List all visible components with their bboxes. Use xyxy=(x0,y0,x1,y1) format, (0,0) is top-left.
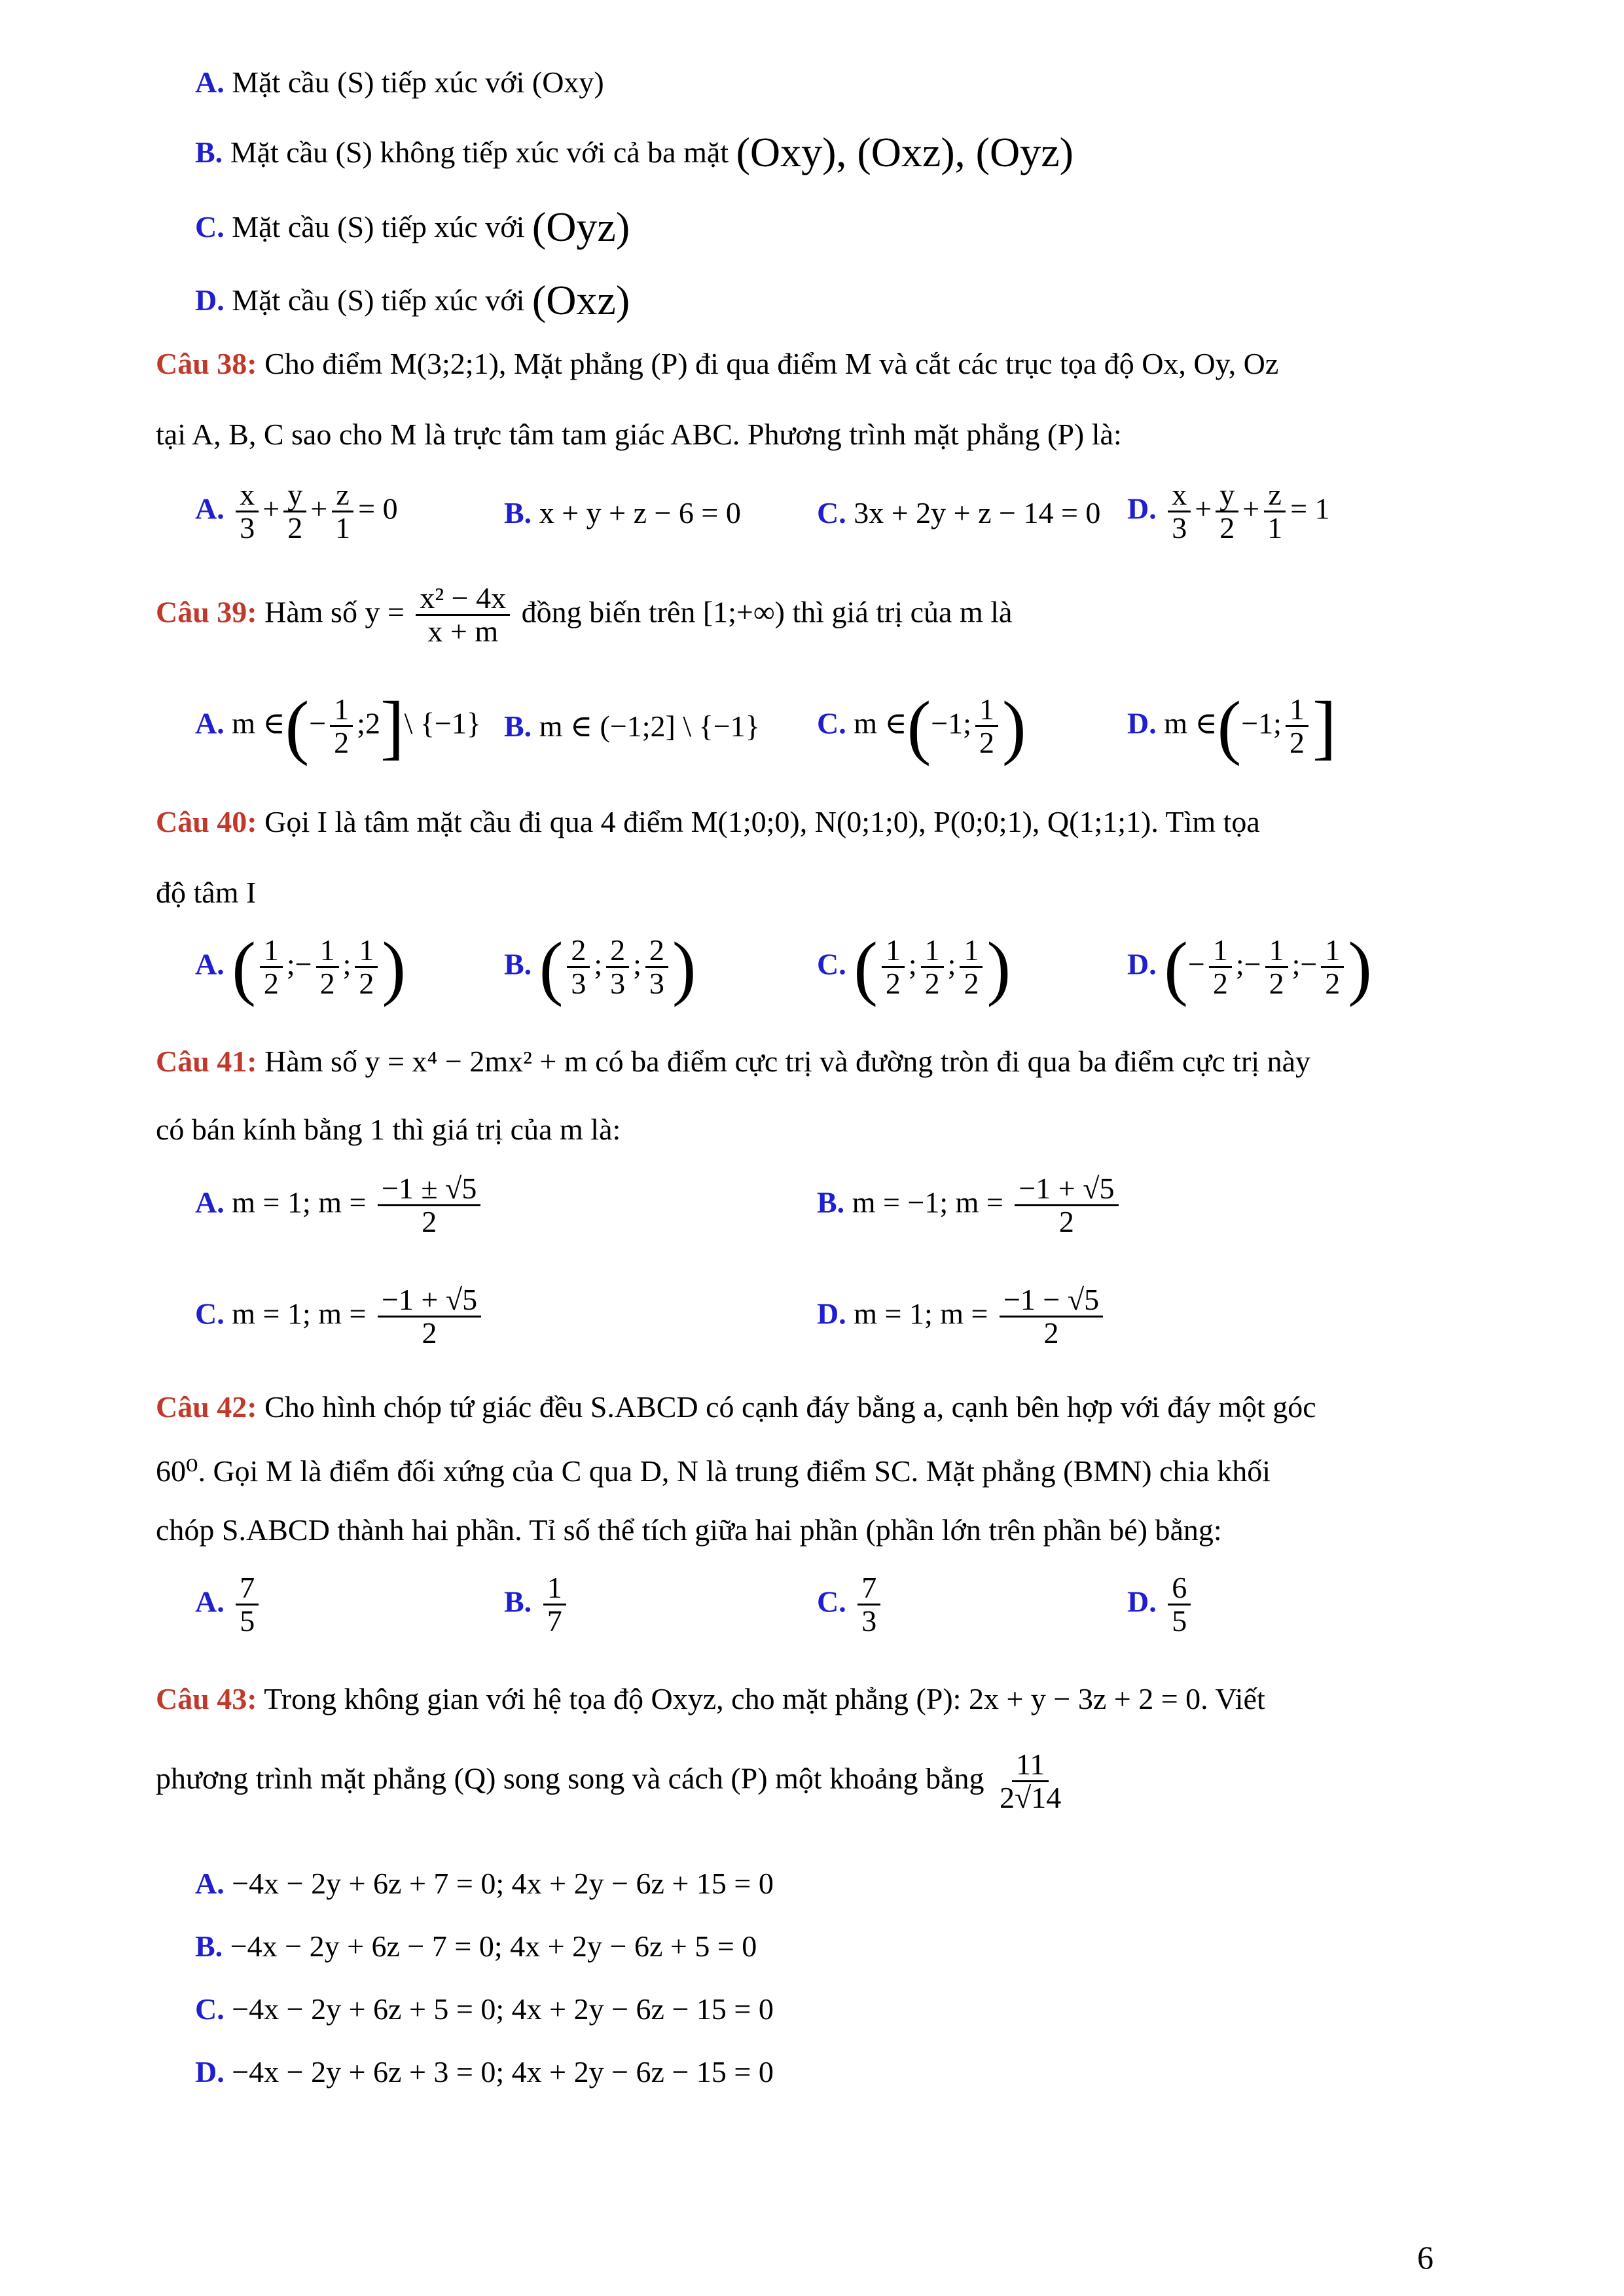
q42-option-b xyxy=(504,1572,570,1638)
option-label: B. xyxy=(195,1929,223,1963)
q37-option-c xyxy=(195,203,630,251)
q39-stem: Câu 39: Hàm số y = $\frac{\text{x² − 4x}}{x + m}$ đồng biến trên [1;+∞) thì giá trị của m là xyxy=(156,581,1013,649)
option-math: (Oxz) xyxy=(532,277,630,323)
q40-option-a: A. ( $\frac{1}{2}$ ;− $\frac{1}{2}$ ; $\frac{1}{2}$ ) xyxy=(195,927,406,1007)
option-math: (Oyz) xyxy=(532,204,630,250)
q41-stem-line2: có bán kính bằng 1 thì giá trị của m là: xyxy=(156,1113,621,1146)
fraction: $\frac{7}{5}$ xyxy=(236,1572,259,1638)
q43-option-b: B. −4x − 2y + 6z − 7 = 0; 4x + 2y − 6z + 5 = 0 xyxy=(195,1929,757,1963)
q43-stem-line1: Câu 43: Trong không gian với hệ tọa độ Oxyz, cho mặt phẳng (P): 2x + y − 3z + 2 = 0. Viết xyxy=(156,1682,1265,1715)
option-label: D. xyxy=(817,1297,846,1331)
option-label: B. xyxy=(504,947,532,981)
option-text: Mặt cầu (S) tiếp xúc với xyxy=(232,210,525,243)
option-text: 3x + 2y + z − 14 = 0 xyxy=(854,496,1101,529)
q39-option-a: A. m ∈(− $\frac{1}{2}$ ;2]\ {−1} xyxy=(195,686,481,766)
option-label: C. xyxy=(817,947,846,981)
question-label: Câu 40: xyxy=(156,805,257,838)
option-label: B. xyxy=(817,1185,845,1219)
q40-option-c: C. ( $\frac{1}{2}$ ; $\frac{1}{2}$ ; $\frac{1}{2}$ ) xyxy=(817,927,1011,1007)
option-label: D. xyxy=(1127,492,1157,526)
option-label: A. xyxy=(195,492,225,526)
fraction: $\frac{11}{2√14}$ xyxy=(999,1748,1062,1815)
option-label: C. xyxy=(817,706,846,740)
q37-option-d xyxy=(195,276,630,325)
option-label: C. xyxy=(817,496,846,529)
option-label: A. xyxy=(195,1185,225,1219)
option-label: D. xyxy=(1127,706,1157,740)
q38-stem-line1 xyxy=(156,347,1278,382)
option-text: Mặt cầu (S) tiếp xúc với (Oxy) xyxy=(232,65,604,99)
option-label: C. xyxy=(817,1585,846,1619)
question-label: Câu 38: xyxy=(156,347,257,380)
fraction: $\frac{1}{7}$ xyxy=(543,1572,566,1638)
fraction: $\frac{-1 + √5}{2}$ xyxy=(378,1284,481,1350)
q37-option-a xyxy=(195,65,604,100)
option-label: A. xyxy=(195,1585,225,1619)
option-label: A. xyxy=(195,947,225,981)
option-label: B. xyxy=(504,496,532,529)
q42-stem-line3: chóp S.ABCD thành hai phần. Tỉ số thể tích giữa hai phần (phần lớn trên phần bé) bằng: xyxy=(156,1513,1222,1547)
q40-option-b: B. ( $\frac{2}{3}$ ; $\frac{2}{3}$ ; $\frac{2}{3}$ ) xyxy=(504,927,696,1007)
fraction: $\frac{x}{3}$ xyxy=(236,479,259,545)
fraction: $\frac{y}{2}$ xyxy=(283,479,306,545)
q42-stem-line2: 60⁰. Gọi M là điểm đối xứng của C qua D, N là trung điểm SC. Mặt phẳng (BMN) chia khối xyxy=(156,1454,1271,1488)
fraction: $\frac{1}{2}$ xyxy=(975,694,998,759)
option-label: A. xyxy=(195,706,225,740)
q41-option-a: A. m = 1; m = $\frac{-1 \pm √5}{2}$ xyxy=(195,1173,484,1238)
q38-option-d: D. $\frac{x}{3}$ + $\frac{y}{2}$ + $\frac{z}{1}$ = 1 xyxy=(1127,478,1330,545)
fraction: $\frac{-1 \pm √5}{2}$ xyxy=(378,1173,480,1238)
option-label: D. xyxy=(1127,947,1157,981)
q40-stem-line2: độ tâm I xyxy=(156,876,257,909)
q41-stem-line1: Câu 41: Hàm số y = x⁴ − 2mx² + m có ba điểm cực trị và đường tròn đi qua ba điểm cực trị này xyxy=(156,1045,1311,1078)
option-label: C. xyxy=(195,210,225,243)
option-label: B. xyxy=(504,1585,532,1619)
fraction: $\frac{7}{3}$ xyxy=(857,1572,880,1638)
option-text: Mặt cầu (S) tiếp xúc với xyxy=(232,283,525,317)
q43-option-c: C. −4x − 2y + 6z + 5 = 0; 4x + 2y − 6z − 15 = 0 xyxy=(195,1992,774,2026)
fraction: $\frac{x}{3}$ xyxy=(1168,479,1191,545)
q41-option-d: D. m = 1; m = $\frac{-1 - √5}{2}$ xyxy=(817,1284,1107,1350)
q42-option-a xyxy=(195,1572,262,1638)
option-label: D. xyxy=(1127,1585,1157,1619)
q43-stem-line2: phương trình mặt phẳng (Q) song song và cách (P) một khoảng bằng $\frac{11}{2√14}$ xyxy=(156,1749,1069,1814)
fraction: $\frac{z}{1}$ xyxy=(1263,479,1286,545)
option-label: D. xyxy=(195,2055,225,2089)
question-label: Câu 39: xyxy=(156,595,257,629)
option-label: A. xyxy=(195,1867,225,1900)
question-label: Câu 41: xyxy=(156,1045,257,1078)
q42-option-d xyxy=(1127,1572,1195,1638)
q39-option-b: B. m ∈ (−1;2] \ {−1} xyxy=(504,709,760,743)
q38-option-a: A. $\frac{x}{3}$ + $\frac{y}{2}$ + $\frac{z}{1}$ = 0 xyxy=(195,478,398,545)
option-label: D. xyxy=(195,283,225,317)
q43-option-a: A. −4x − 2y + 6z + 7 = 0; 4x + 2y − 6z + 15 = 0 xyxy=(195,1867,774,1900)
fraction: $\frac{z}{1}$ xyxy=(331,479,354,545)
option-label: B. xyxy=(504,709,532,743)
fraction: $\frac{y}{2}$ xyxy=(1216,479,1238,545)
q39-option-d: D. m ∈(−1; $\frac{1}{2}$ ] xyxy=(1127,686,1337,766)
option-text: Mặt cầu (S) không tiếp xúc với cả ba mặt xyxy=(230,135,729,169)
option-label: C. xyxy=(195,1297,225,1331)
page-number: 6 xyxy=(1417,2239,1434,2276)
q40-stem-line1: Câu 40: Gọi I là tâm mặt cầu đi qua 4 điểm M(1;0;0), N(0;1;0), P(0;0;1), Q(1;1;1). Tìm tọa xyxy=(156,805,1260,838)
question-label: Câu 43: xyxy=(156,1682,257,1715)
q39-option-c: C. m ∈(−1; $\frac{1}{2}$ ) xyxy=(817,686,1026,766)
question-text: Cho điểm M(3;2;1), Mặt phẳng (P) đi qua điểm M và cắt các trục tọa độ Ox, Oy, Oz xyxy=(264,347,1279,380)
q40-option-d: D. (− $\frac{1}{2}$ ;− $\frac{1}{2}$ ;− $\frac{1}{2}$ ) xyxy=(1127,927,1372,1007)
q37-option-b xyxy=(195,128,1074,177)
q38-option-c xyxy=(817,496,1100,531)
option-text: x + y + z − 6 = 0 xyxy=(539,496,741,529)
question-label: Câu 42: xyxy=(156,1390,257,1424)
fraction: $\frac{-1 - √5}{2}$ xyxy=(1000,1284,1103,1350)
option-label: B. xyxy=(195,135,223,169)
q42-stem-line1: Câu 42: Cho hình chóp tứ giác đều S.ABCD có cạnh đáy bằng a, cạnh bên hợp với đáy một góc xyxy=(156,1390,1316,1424)
option-math: (Oxy), (Oxz), (Oyz) xyxy=(736,129,1074,175)
fraction: $\frac{-1 + √5}{2}$ xyxy=(1015,1173,1118,1238)
q42-option-c xyxy=(817,1572,884,1638)
fraction: $\frac{1}{2}$ xyxy=(330,694,353,759)
fraction: $\frac{6}{5}$ xyxy=(1168,1572,1191,1638)
q41-option-b: B. m = −1; m = $\frac{-1 + √5}{2}$ xyxy=(817,1173,1123,1238)
fraction: $\frac{\text{x² − 4x}}{x + m}$ xyxy=(416,583,510,648)
q38-option-b xyxy=(504,496,741,531)
q38-stem-line2: tại A, B, C sao cho M là trực tâm tam giác ABC. Phương trình mặt phẳng (P) là: xyxy=(156,418,1122,451)
q41-option-c: C. m = 1; m = $\frac{-1 + √5}{2}$ xyxy=(195,1284,485,1350)
option-label: A. xyxy=(195,65,225,99)
fraction: $\frac{1}{2}$ xyxy=(1286,694,1308,759)
option-label: C. xyxy=(195,1992,225,2026)
q43-option-d: D. −4x − 2y + 6z + 3 = 0; 4x + 2y − 6z − 15 = 0 xyxy=(195,2055,774,2089)
